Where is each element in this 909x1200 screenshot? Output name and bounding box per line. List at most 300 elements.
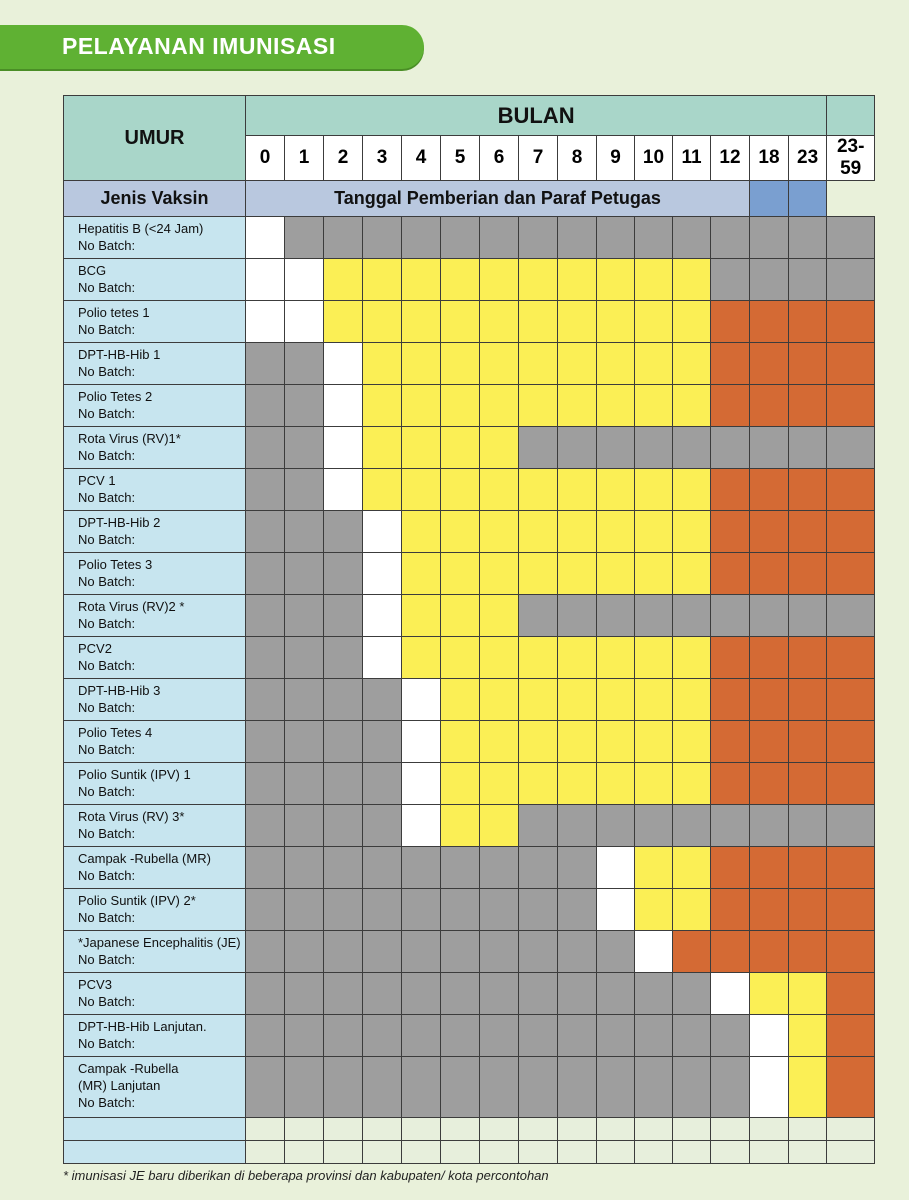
umur-header: UMUR bbox=[64, 96, 246, 181]
month-header-cell: 6 bbox=[480, 136, 519, 181]
batch-label: No Batch: bbox=[78, 532, 136, 547]
batch-label: No Batch: bbox=[78, 1036, 136, 1051]
month-header-cell: 7 bbox=[519, 136, 558, 181]
empty-cell[interactable] bbox=[827, 1141, 875, 1164]
schedule-cell bbox=[789, 301, 827, 343]
schedule-cell bbox=[635, 1057, 673, 1118]
schedule-cell bbox=[635, 847, 673, 889]
vaccine-row bbox=[64, 1057, 875, 1118]
schedule-cell bbox=[246, 511, 285, 553]
vaccine-name: Rota Virus (RV) 3* bbox=[78, 809, 185, 824]
schedule-cell bbox=[711, 1057, 750, 1118]
schedule-cell bbox=[711, 301, 750, 343]
vaccine-label-cell bbox=[64, 469, 246, 511]
schedule-cell bbox=[711, 553, 750, 595]
schedule-cell bbox=[750, 805, 789, 847]
schedule-cell bbox=[558, 763, 597, 805]
schedule-cell bbox=[673, 343, 711, 385]
vaccine-name: Polio Suntik (IPV) 1 bbox=[78, 767, 191, 782]
schedule-cell bbox=[597, 217, 635, 259]
schedule-cell bbox=[827, 427, 875, 469]
schedule-cell bbox=[558, 805, 597, 847]
schedule-cell bbox=[597, 1015, 635, 1057]
vaccine-row bbox=[64, 385, 875, 427]
vaccine-row bbox=[64, 805, 875, 847]
empty-cell[interactable] bbox=[480, 1118, 519, 1141]
schedule-cell bbox=[402, 1057, 441, 1118]
vaccine-name: Rota Virus (RV)1* bbox=[78, 431, 181, 446]
schedule-cell bbox=[402, 301, 441, 343]
schedule-cell bbox=[558, 343, 597, 385]
vaccine-name: *Japanese Encephalitis (JE) bbox=[78, 935, 241, 950]
schedule-cell bbox=[324, 679, 363, 721]
bulan-header-extension bbox=[827, 96, 875, 136]
schedule-cell bbox=[480, 385, 519, 427]
entry-cell[interactable] bbox=[285, 259, 324, 301]
entry-cell[interactable] bbox=[324, 427, 363, 469]
entry-cell[interactable] bbox=[750, 1057, 789, 1118]
schedule-cell bbox=[558, 511, 597, 553]
entry-cell[interactable] bbox=[597, 889, 635, 931]
schedule-cell bbox=[519, 763, 558, 805]
schedule-cell bbox=[750, 595, 789, 637]
empty-cell[interactable] bbox=[363, 1141, 402, 1164]
vaccine-label-cell bbox=[64, 217, 246, 259]
empty-cell[interactable] bbox=[750, 1141, 789, 1164]
schedule-cell bbox=[597, 385, 635, 427]
schedule-cell bbox=[635, 679, 673, 721]
schedule-cell bbox=[711, 931, 750, 973]
schedule-cell bbox=[673, 1015, 711, 1057]
schedule-cell bbox=[363, 259, 402, 301]
schedule-cell bbox=[558, 553, 597, 595]
schedule-cell bbox=[635, 427, 673, 469]
schedule-cell bbox=[480, 931, 519, 973]
vaccine-label-cell bbox=[64, 1015, 246, 1057]
schedule-cell bbox=[519, 1057, 558, 1118]
vaccine-row bbox=[64, 427, 875, 469]
schedule-cell bbox=[789, 721, 827, 763]
schedule-cell bbox=[441, 721, 480, 763]
schedule-cell bbox=[635, 469, 673, 511]
schedule-cell bbox=[324, 1057, 363, 1118]
schedule-cell bbox=[711, 889, 750, 931]
schedule-cell bbox=[673, 469, 711, 511]
month-header-cell: 2 bbox=[324, 136, 363, 181]
schedule-cell bbox=[597, 595, 635, 637]
schedule-cell bbox=[480, 889, 519, 931]
schedule-cell bbox=[673, 637, 711, 679]
empty-cell[interactable] bbox=[750, 1118, 789, 1141]
schedule-cell bbox=[827, 763, 875, 805]
empty-cell[interactable] bbox=[673, 1141, 711, 1164]
schedule-cell bbox=[827, 1015, 875, 1057]
schedule-cell bbox=[324, 847, 363, 889]
month-header-cell: 11 bbox=[673, 136, 711, 181]
schedule-cell bbox=[324, 301, 363, 343]
schedule-cell bbox=[363, 763, 402, 805]
schedule-cell bbox=[480, 469, 519, 511]
schedule-cell bbox=[402, 637, 441, 679]
empty-cell[interactable] bbox=[789, 1141, 827, 1164]
schedule-cell bbox=[285, 1057, 324, 1118]
schedule-cell bbox=[519, 427, 558, 469]
vaccine-row bbox=[64, 931, 875, 973]
entry-cell[interactable] bbox=[402, 805, 441, 847]
batch-label: No Batch: bbox=[78, 238, 136, 253]
schedule-cell bbox=[789, 973, 827, 1015]
vaccine-name: DPT-HB-Hib 1 bbox=[78, 347, 161, 362]
schedule-cell bbox=[363, 217, 402, 259]
schedule-cell bbox=[827, 511, 875, 553]
schedule-cell bbox=[827, 805, 875, 847]
vaccine-label-cell bbox=[64, 889, 246, 931]
empty-cell[interactable] bbox=[635, 1118, 673, 1141]
schedule-cell bbox=[519, 721, 558, 763]
schedule-cell bbox=[558, 637, 597, 679]
entry-cell[interactable] bbox=[246, 301, 285, 343]
schedule-cell bbox=[597, 469, 635, 511]
schedule-cell bbox=[635, 385, 673, 427]
schedule-cell bbox=[789, 343, 827, 385]
empty-cell[interactable] bbox=[635, 1141, 673, 1164]
schedule-cell bbox=[827, 1057, 875, 1118]
entry-cell[interactable] bbox=[363, 637, 402, 679]
schedule-cell bbox=[519, 637, 558, 679]
entry-cell[interactable] bbox=[402, 679, 441, 721]
schedule-cell bbox=[789, 1057, 827, 1118]
entry-cell[interactable] bbox=[246, 217, 285, 259]
schedule-cell bbox=[827, 679, 875, 721]
schedule-cell bbox=[285, 385, 324, 427]
vaccine-label-cell bbox=[64, 343, 246, 385]
schedule-cell bbox=[480, 1015, 519, 1057]
entry-cell[interactable] bbox=[324, 343, 363, 385]
schedule-cell bbox=[711, 217, 750, 259]
schedule-cell bbox=[519, 343, 558, 385]
schedule-cell bbox=[480, 1057, 519, 1118]
month-header-cell: 8 bbox=[558, 136, 597, 181]
entry-cell[interactable] bbox=[363, 595, 402, 637]
schedule-cell bbox=[750, 889, 789, 931]
schedule-cell bbox=[285, 343, 324, 385]
schedule-cell bbox=[789, 679, 827, 721]
schedule-cell bbox=[363, 1015, 402, 1057]
schedule-cell bbox=[635, 301, 673, 343]
schedule-cell bbox=[519, 595, 558, 637]
schedule-cell bbox=[480, 511, 519, 553]
empty-row bbox=[64, 1118, 875, 1141]
schedule-cell bbox=[441, 847, 480, 889]
schedule-cell bbox=[441, 343, 480, 385]
schedule-cell bbox=[673, 973, 711, 1015]
schedule-cell bbox=[673, 763, 711, 805]
empty-cell[interactable] bbox=[597, 1141, 635, 1164]
schedule-cell bbox=[246, 973, 285, 1015]
schedule-cell bbox=[246, 553, 285, 595]
batch-label: No Batch: bbox=[78, 700, 136, 715]
empty-cell[interactable] bbox=[246, 1118, 285, 1141]
schedule-cell bbox=[789, 847, 827, 889]
vaccine-name: PCV3 bbox=[78, 977, 112, 992]
vaccine-row bbox=[64, 637, 875, 679]
schedule-cell bbox=[480, 217, 519, 259]
entry-cell[interactable] bbox=[402, 721, 441, 763]
schedule-cell bbox=[711, 721, 750, 763]
batch-label: No Batch: bbox=[78, 868, 136, 883]
batch-label: No Batch: bbox=[78, 490, 136, 505]
batch-label: No Batch: bbox=[78, 574, 136, 589]
schedule-cell bbox=[402, 931, 441, 973]
schedule-cell bbox=[402, 889, 441, 931]
schedule-cell bbox=[635, 721, 673, 763]
schedule-cell bbox=[635, 217, 673, 259]
schedule-cell bbox=[750, 721, 789, 763]
schedule-cell bbox=[597, 553, 635, 595]
vaccine-row bbox=[64, 763, 875, 805]
entry-cell[interactable] bbox=[711, 973, 750, 1015]
month-header-cell: 1 bbox=[285, 136, 324, 181]
schedule-cell bbox=[402, 217, 441, 259]
jenis-vaksin-header: Jenis Vaksin bbox=[64, 181, 246, 217]
schedule-cell bbox=[673, 1057, 711, 1118]
schedule-cell bbox=[597, 763, 635, 805]
schedule-cell bbox=[363, 469, 402, 511]
schedule-cell bbox=[246, 637, 285, 679]
schedule-cell bbox=[246, 427, 285, 469]
empty-label-cell[interactable] bbox=[64, 1141, 246, 1164]
schedule-cell bbox=[635, 1015, 673, 1057]
empty-cell[interactable] bbox=[441, 1118, 480, 1141]
schedule-cell bbox=[558, 595, 597, 637]
empty-cell[interactable] bbox=[558, 1118, 597, 1141]
entry-cell[interactable] bbox=[402, 763, 441, 805]
schedule-cell bbox=[285, 1015, 324, 1057]
schedule-cell bbox=[441, 931, 480, 973]
schedule-cell bbox=[519, 679, 558, 721]
schedule-cell bbox=[402, 1015, 441, 1057]
empty-cell[interactable] bbox=[246, 1141, 285, 1164]
schedule-cell bbox=[363, 679, 402, 721]
schedule-cell bbox=[285, 637, 324, 679]
vaccine-name: DPT-HB-Hib Lanjutan. bbox=[78, 1019, 207, 1034]
schedule-cell bbox=[285, 511, 324, 553]
schedule-cell bbox=[324, 511, 363, 553]
schedule-cell bbox=[285, 469, 324, 511]
schedule-cell bbox=[519, 511, 558, 553]
schedule-cell bbox=[285, 721, 324, 763]
schedule-cell bbox=[363, 343, 402, 385]
schedule-cell bbox=[827, 637, 875, 679]
schedule-cell bbox=[597, 805, 635, 847]
subheader-cell-23 bbox=[750, 181, 789, 217]
entry-cell[interactable] bbox=[324, 469, 363, 511]
schedule-cell bbox=[285, 889, 324, 931]
schedule-cell bbox=[324, 805, 363, 847]
batch-label: No Batch: bbox=[78, 826, 136, 841]
schedule-cell bbox=[711, 763, 750, 805]
batch-label: No Batch: bbox=[78, 910, 136, 925]
schedule-cell bbox=[402, 847, 441, 889]
schedule-cell bbox=[673, 595, 711, 637]
schedule-cell bbox=[673, 511, 711, 553]
schedule-cell bbox=[402, 553, 441, 595]
schedule-cell bbox=[597, 1057, 635, 1118]
schedule-cell bbox=[827, 973, 875, 1015]
entry-cell[interactable] bbox=[324, 385, 363, 427]
batch-label: No Batch: bbox=[78, 406, 136, 421]
entry-cell[interactable] bbox=[635, 931, 673, 973]
empty-row bbox=[64, 1141, 875, 1164]
empty-label-cell[interactable] bbox=[64, 1118, 246, 1141]
batch-label: No Batch: bbox=[78, 448, 136, 463]
schedule-cell bbox=[750, 553, 789, 595]
schedule-cell bbox=[635, 259, 673, 301]
month-header-cell: 5 bbox=[441, 136, 480, 181]
schedule-cell bbox=[324, 217, 363, 259]
schedule-cell bbox=[558, 385, 597, 427]
empty-cell[interactable] bbox=[402, 1118, 441, 1141]
schedule-cell bbox=[827, 217, 875, 259]
schedule-cell bbox=[673, 385, 711, 427]
empty-cell[interactable] bbox=[363, 1118, 402, 1141]
empty-cell[interactable] bbox=[324, 1141, 363, 1164]
schedule-cell bbox=[363, 931, 402, 973]
empty-cell[interactable] bbox=[441, 1141, 480, 1164]
schedule-cell bbox=[711, 679, 750, 721]
empty-cell[interactable] bbox=[789, 1118, 827, 1141]
schedule-cell bbox=[480, 637, 519, 679]
schedule-cell bbox=[246, 1057, 285, 1118]
schedule-cell bbox=[827, 469, 875, 511]
schedule-cell bbox=[635, 763, 673, 805]
schedule-cell bbox=[246, 889, 285, 931]
schedule-cell bbox=[711, 595, 750, 637]
schedule-cell bbox=[597, 721, 635, 763]
schedule-cell bbox=[480, 343, 519, 385]
schedule-cell bbox=[827, 553, 875, 595]
empty-cell[interactable] bbox=[480, 1141, 519, 1164]
vaccine-name: Polio Tetes 4 bbox=[78, 725, 153, 740]
schedule-cell bbox=[285, 595, 324, 637]
schedule-cell bbox=[558, 721, 597, 763]
schedule-cell bbox=[324, 259, 363, 301]
schedule-cell bbox=[363, 427, 402, 469]
empty-cell[interactable] bbox=[827, 1118, 875, 1141]
schedule-cell bbox=[441, 637, 480, 679]
schedule-cell bbox=[480, 553, 519, 595]
schedule-cell bbox=[363, 721, 402, 763]
schedule-cell bbox=[480, 973, 519, 1015]
schedule-cell bbox=[827, 931, 875, 973]
schedule-cell bbox=[480, 847, 519, 889]
entry-cell[interactable] bbox=[597, 847, 635, 889]
vaccine-row bbox=[64, 679, 875, 721]
schedule-cell bbox=[750, 973, 789, 1015]
vaccine-row bbox=[64, 301, 875, 343]
empty-cell[interactable] bbox=[519, 1141, 558, 1164]
entry-cell[interactable] bbox=[363, 553, 402, 595]
empty-cell[interactable] bbox=[711, 1141, 750, 1164]
schedule-cell bbox=[480, 301, 519, 343]
entry-cell[interactable] bbox=[750, 1015, 789, 1057]
schedule-cell bbox=[519, 973, 558, 1015]
schedule-cell bbox=[597, 301, 635, 343]
empty-cell[interactable] bbox=[285, 1141, 324, 1164]
entry-cell[interactable] bbox=[246, 259, 285, 301]
empty-cell[interactable] bbox=[558, 1141, 597, 1164]
vaccine-name: Rota Virus (RV)2 * bbox=[78, 599, 185, 614]
vaccine-row bbox=[64, 973, 875, 1015]
month-header-cell: 18 bbox=[750, 136, 789, 181]
schedule-cell bbox=[246, 343, 285, 385]
batch-label: No Batch: bbox=[78, 322, 136, 337]
schedule-cell bbox=[711, 469, 750, 511]
schedule-cell bbox=[558, 1015, 597, 1057]
schedule-cell bbox=[363, 889, 402, 931]
empty-cell[interactable] bbox=[711, 1118, 750, 1141]
entry-cell[interactable] bbox=[285, 301, 324, 343]
schedule-cell bbox=[750, 427, 789, 469]
schedule-cell bbox=[789, 511, 827, 553]
schedule-cell bbox=[402, 427, 441, 469]
schedule-cell bbox=[673, 427, 711, 469]
schedule-cell bbox=[285, 553, 324, 595]
entry-cell[interactable] bbox=[363, 511, 402, 553]
schedule-cell bbox=[827, 847, 875, 889]
schedule-cell bbox=[597, 637, 635, 679]
schedule-cell bbox=[558, 1057, 597, 1118]
batch-label: No Batch: bbox=[78, 784, 136, 799]
empty-cell[interactable] bbox=[402, 1141, 441, 1164]
schedule-cell bbox=[519, 469, 558, 511]
schedule-cell bbox=[519, 847, 558, 889]
vaccine-row bbox=[64, 553, 875, 595]
schedule-cell bbox=[558, 679, 597, 721]
schedule-cell bbox=[324, 889, 363, 931]
batch-label: No Batch: bbox=[78, 742, 136, 757]
schedule-cell bbox=[441, 805, 480, 847]
schedule-cell bbox=[441, 1057, 480, 1118]
schedule-cell bbox=[441, 553, 480, 595]
schedule-cell bbox=[480, 763, 519, 805]
vaccine-name: PCV2 bbox=[78, 641, 112, 656]
vaccine-row bbox=[64, 595, 875, 637]
schedule-cell bbox=[324, 973, 363, 1015]
empty-cell[interactable] bbox=[285, 1118, 324, 1141]
vaccine-row bbox=[64, 343, 875, 385]
vaccine-name: BCG bbox=[78, 263, 107, 278]
schedule-cell bbox=[285, 427, 324, 469]
schedule-cell bbox=[673, 805, 711, 847]
schedule-cell bbox=[558, 973, 597, 1015]
batch-label: No Batch: bbox=[78, 616, 136, 631]
empty-cell[interactable] bbox=[673, 1118, 711, 1141]
empty-cell[interactable] bbox=[324, 1118, 363, 1141]
empty-cell[interactable] bbox=[597, 1118, 635, 1141]
schedule-cell bbox=[363, 973, 402, 1015]
empty-cell[interactable] bbox=[519, 1118, 558, 1141]
schedule-cell bbox=[363, 1057, 402, 1118]
vaccine-row bbox=[64, 217, 875, 259]
schedule-cell bbox=[789, 469, 827, 511]
schedule-cell bbox=[789, 637, 827, 679]
schedule-cell bbox=[789, 805, 827, 847]
schedule-cell bbox=[246, 805, 285, 847]
schedule-cell bbox=[324, 553, 363, 595]
schedule-cell bbox=[402, 343, 441, 385]
schedule-cell bbox=[789, 217, 827, 259]
